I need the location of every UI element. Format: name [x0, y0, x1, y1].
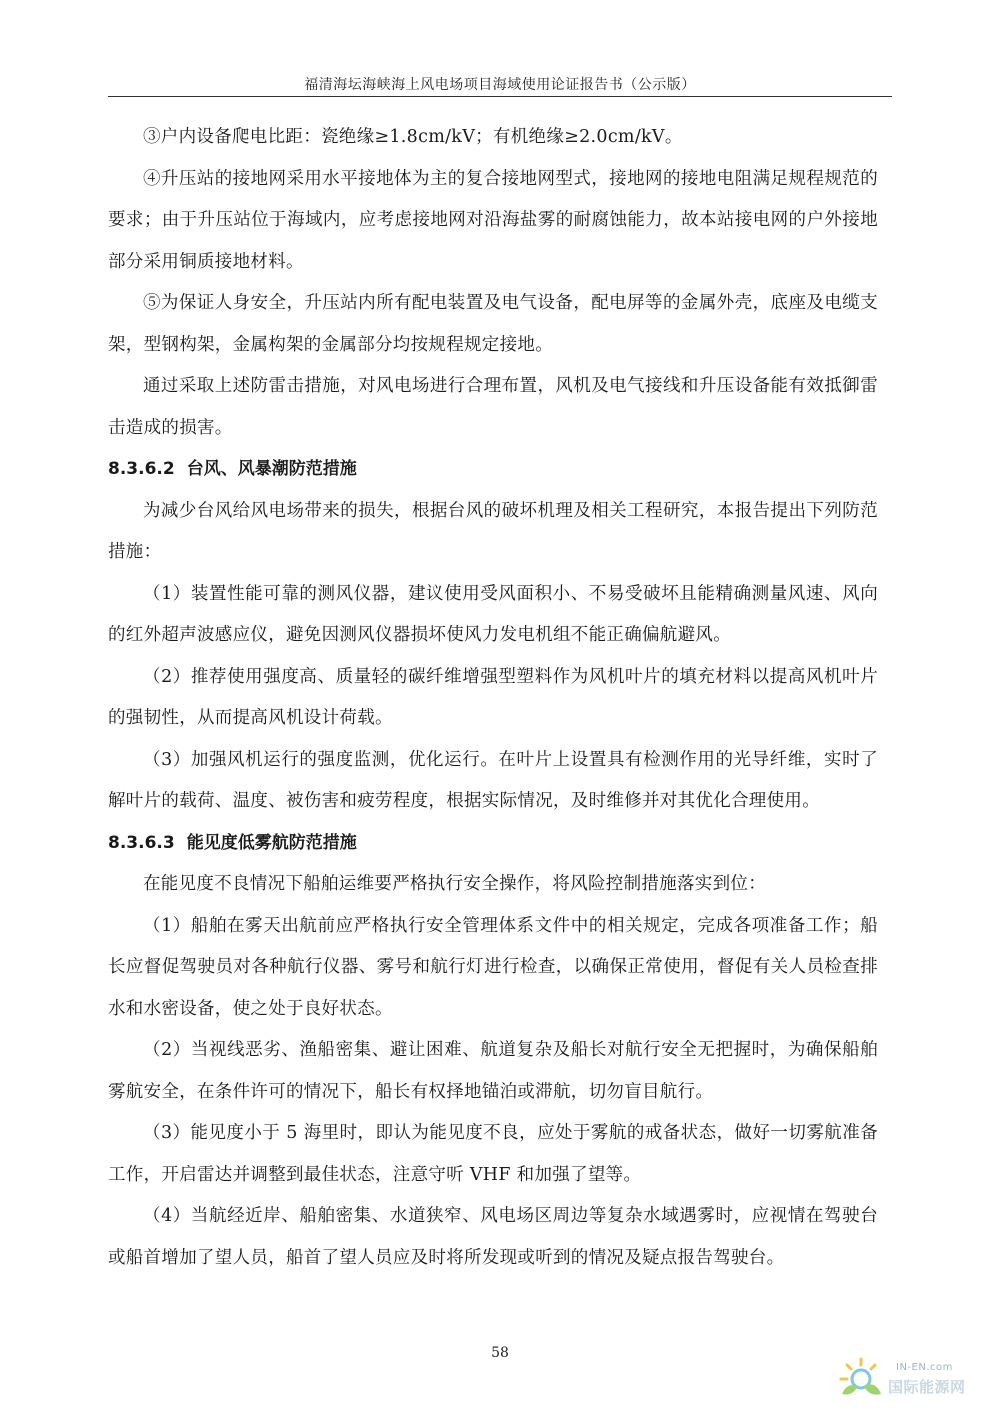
- watermark-brand: 国际能源网: [888, 1378, 966, 1396]
- page-number: 58: [491, 1345, 509, 1361]
- paragraph: 通过采取上述防雷击措施，对风电场进行合理布置，风机及电气接线和升压设备能有效抵御雷击造成的损害。: [108, 376, 878, 438]
- paragraph: （3）能见度小于 5 海里时，即认为能见度不良，应处于雾航的戒备状态，做好一切雾航准备工作，开启雷达并调整到最佳状态，注意守听 VHF 和加强了望等。: [108, 1123, 878, 1185]
- paragraph: （3）加强风机运行的强度监测，优化运行。在叶片上设置具有检测作用的光导纤维，实时了解叶片的载荷、温度、被伤害和疲劳程度，根据实际情况，及时维修并对其优化合理使用。: [108, 749, 878, 811]
- paragraph: 为减少台风给风电场带来的损失，根据台风的破坏机理及相关工程研究，本报告提出下列防范措施：: [108, 500, 878, 562]
- document-body: [108, 117, 878, 1279]
- paragraph: （2）当视线恶劣、渔船密集、避让困难、航道复杂及船长对航行安全无把握时，为确保船舶雾航安全，在条件许可的情况下，船长有权择地锚泊或滞航，切勿盲目航行。: [108, 1040, 878, 1102]
- paragraph: （1）装置性能可靠的测风仪器，建议使用受风面积小、不易受破坏且能精确测量风速、风向的红外超声波感应仪，避免因测风仪器损坏使风力发电机组不能正确偏航避风。: [108, 583, 878, 645]
- section-heading: [108, 823, 878, 865]
- watermark-domain: IN-EN.com: [896, 1362, 953, 1373]
- paragraph: ④升压站的接地网采用水平接地体为主的复合接地网型式，接地网的接地电阻满足规程规范的要求；由于升压站位于海域内，应考虑接地网对沿海盐雾的耐腐蚀能力，故本站接电网的户外接地部分采用铜质接地材料。: [108, 168, 878, 272]
- section-title: 台风、风暴潮防范措施: [186, 459, 357, 479]
- paragraph: ⑤为保证人身安全，升压站内所有配电装置及电气设备，配电屏等的金属外壳，底座及电缆支架，型钢构架，金属构架的金属部分均按规程规定接地。: [108, 293, 878, 355]
- section-title: 能见度低雾航防范措施: [186, 832, 357, 853]
- running-header: 福清海坛海峡海上风电场项目海域使用论证报告书（公示版）: [304, 77, 696, 93]
- header-rule: [108, 96, 892, 97]
- paragraph: （1）船舶在雾天出航前应严格执行安全管理体系文件中的相关规定，完成各项准备工作；船长应督促驾驶员对各种航行仪器、雾号和航行灯进行检查，以确保正常使用，督促有关人员检查排水和水密设备，使之处于良好状态。: [108, 915, 878, 1019]
- paragraph: ③户内设备爬电比距：瓷绝缘≥1.8cm/kV；有机绝缘≥2.0cm/kV。: [143, 127, 683, 147]
- section-number: 8.3.6.3: [108, 832, 175, 853]
- sun-leaf-logo-icon: [838, 1356, 884, 1402]
- watermark: [838, 1354, 988, 1404]
- section-heading: [108, 449, 878, 491]
- section-number: 8.3.6.2: [108, 459, 175, 479]
- paragraph: （4）当航经近岸、船舶密集、水道狭窄、风电场区周边等复杂水域遇雾时，应视情在驾驶台或船首增加了望人员，船首了望人员应及时将所发现或听到的情况及疑点报告驾驶台。: [108, 1206, 878, 1268]
- paragraph: 在能见度不良情况下船舶运维要严格执行安全操作，将风险控制措施落实到位：: [143, 874, 766, 894]
- paragraph: （2）推荐使用强度高、质量轻的碳纤维增强型塑料作为风机叶片的填充材料以提高风机叶片的强韧性，从而提高风机设计荷载。: [108, 666, 878, 728]
